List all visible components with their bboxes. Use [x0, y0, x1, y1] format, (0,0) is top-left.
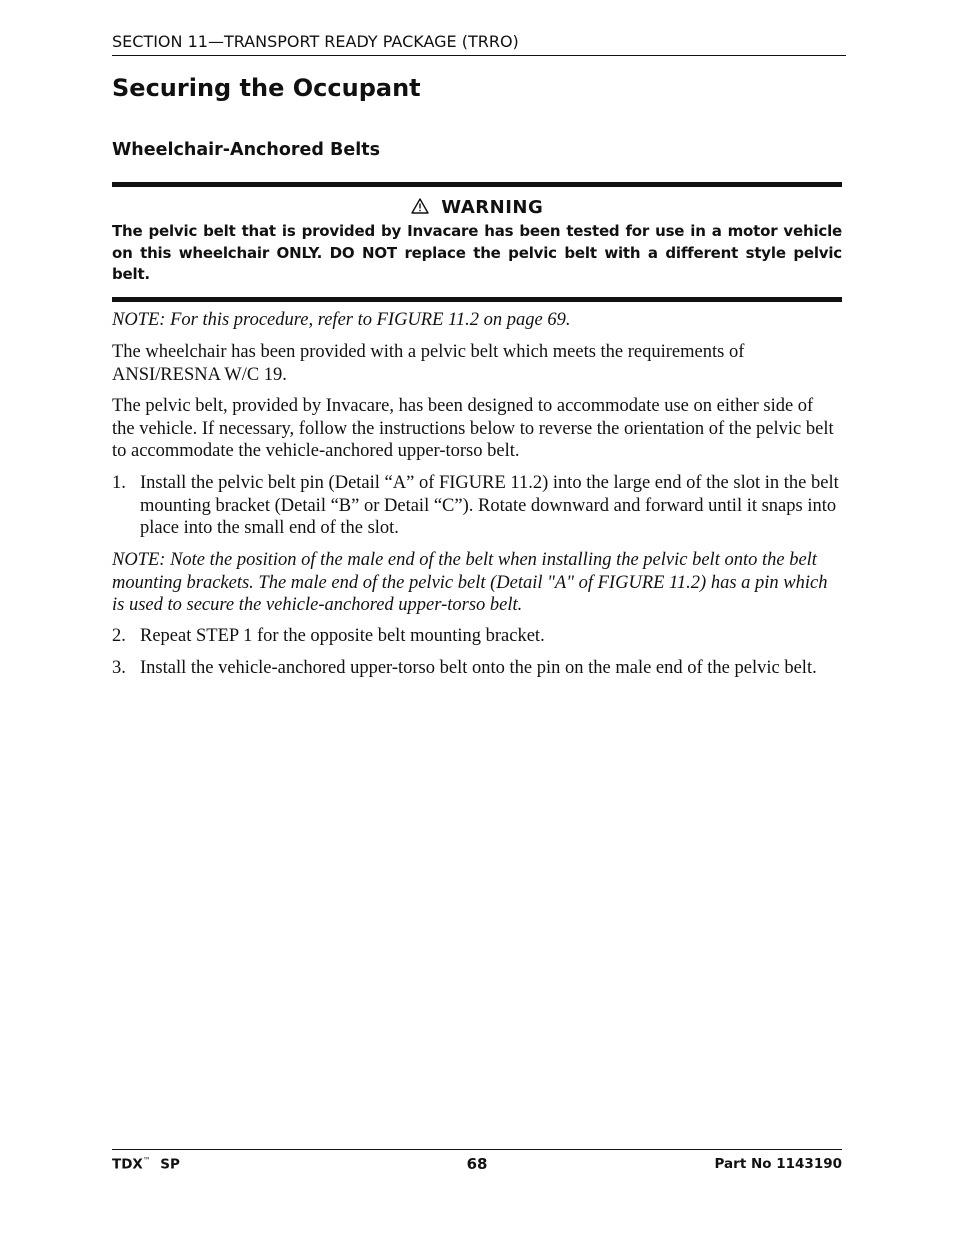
- note-figure-reference: NOTE: For this procedure, refer to FIGURE 11.2 on page 69.: [112, 310, 571, 330]
- warning-triangle-icon: [411, 196, 436, 218]
- warning-box: [112, 182, 842, 302]
- step-text: Repeat STEP 1 for the opposite belt mounting bracket.: [140, 626, 545, 646]
- paragraph-orientation: The pelvic belt, provided by Invacare, has been designed to accommodate use on either side of the vehicle. If necessary, follow the instructions below to reverse the orientation of the pelvic belt to accommodate the vehicle-anchored upper-torso belt.: [112, 396, 834, 461]
- step-number: 2.: [112, 626, 126, 646]
- trademark-symbol: ™: [142, 1156, 151, 1165]
- step-number: 1.: [112, 473, 126, 493]
- model-name: SP: [160, 1156, 180, 1173]
- part-number: Part No 1143190: [714, 1156, 842, 1172]
- section-title: SECTION 11—TRANSPORT READY PACKAGE (TRRO): [112, 32, 519, 51]
- paragraph-requirements: The wheelchair has been provided with a pelvic belt which meets the requirements of ANSI/RESNA W/C 19.: [112, 342, 745, 385]
- warning-label: WARNING: [441, 197, 544, 218]
- page-number: 68: [466, 1155, 488, 1173]
- step-text: Install the pelvic belt pin (Detail “A” of FIGURE 11.2) into the large end of the slot in the belt mounting bracket (Detail “B” or Detail “C”). Rotate downward and forward until it snaps into place into the small end of the slot.: [140, 473, 839, 538]
- section-subtitle: Wheelchair-Anchored Belts: [112, 140, 380, 160]
- warning-heading: [112, 194, 842, 221]
- step-text: Install the vehicle-anchored upper-torso belt onto the pin on the male end of the pelvic belt.: [140, 658, 817, 678]
- list-item: [112, 472, 842, 540]
- running-header: [112, 32, 846, 56]
- warning-text: The pelvic belt that is provided by Invacare has been tested for use in a motor vehicle on this wheelchair ONLY. DO NOT replace the pelvic belt with a different style pelvic belt.: [112, 222, 842, 283]
- list-item: [112, 625, 842, 648]
- product-name: TDX: [112, 1156, 143, 1173]
- note-male-end: NOTE: Note the position of the male end of the belt when installing the pelvic belt onto the belt mounting brackets. The male end of the pelvic belt (Detail "A" of FIGURE 11.2) has a pin which is used to secure the vehicle-anchored upper-torso belt.: [112, 550, 828, 615]
- step-number: 3.: [112, 658, 126, 678]
- page-title: Securing the Occupant: [112, 74, 421, 102]
- page-footer: [112, 1149, 842, 1177]
- list-item: [112, 657, 842, 680]
